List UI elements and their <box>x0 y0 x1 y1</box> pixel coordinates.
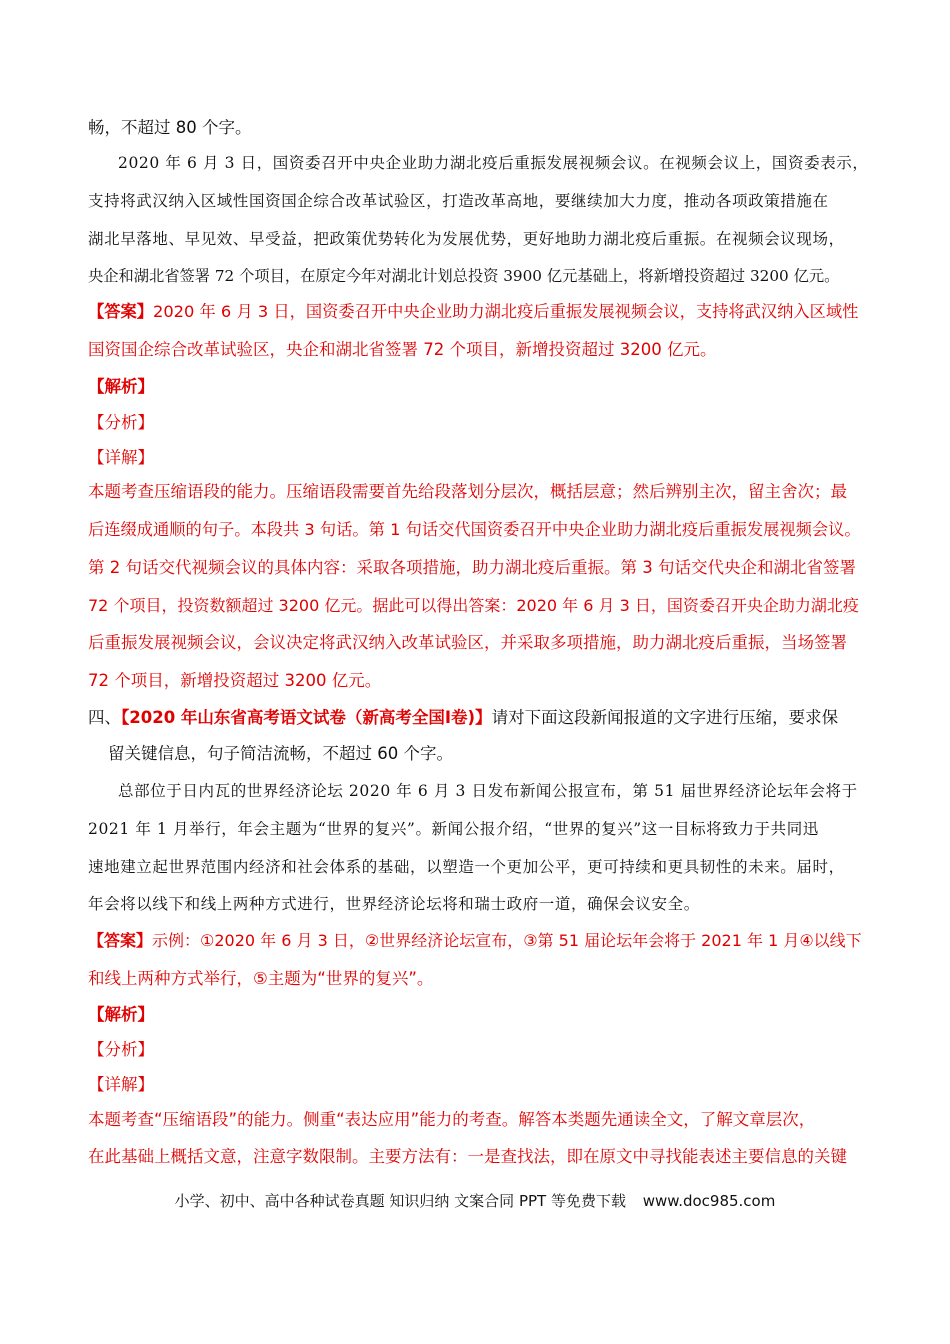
question-line <box>88 706 838 730</box>
detail-line: 第 2 句话交代视频会议的具体内容：采取各项措施，助力湖北疫后重振。第 3 句话交代央企和湖北省签署 <box>88 558 856 577</box>
answer-line <box>88 300 858 324</box>
detail-line: 72 个项目，投资数额超过 3200 亿元。据此可以得出答案：2020 年 6 月 3 日，国资委召开央企助力湖北疫 <box>88 596 859 615</box>
passage-line: 湖北早落地、早见效、早受益，把政策优势转化为发展优势，更好地助力湖北疫后重振。在视频会议现场， <box>88 230 845 248</box>
page-footer <box>0 1190 950 1211</box>
passage-line: 年会将以线下和线上两种方式进行，世界经济论坛将和瑞士政府一道，确保会议安全。 <box>88 895 700 913</box>
text-line: 畅，不超过 80 个字。 <box>88 118 252 137</box>
passage-line: 2021 年 1 月举行，年会主题为“世界的复兴”。新闻公报介绍，“世界的复兴”这一目标将致力于共同迅 <box>88 820 819 838</box>
question-line: 留关键信息，句子简洁流畅，不超过 60 个字。 <box>108 744 453 763</box>
passage-line: 速地建立起世界范围内经济和社会体系的基础，以塑造一个更加公平，更可持续和更具韧性的未来。届时， <box>88 858 845 876</box>
analysis-subheading: 【分析】 <box>88 413 154 432</box>
footer-text: 小学、初中、高中各种试卷真题 知识归纳 文案合同 PPT 等免费下载 <box>174 1192 626 1210</box>
analysis-subheading: 【分析】 <box>88 1040 154 1059</box>
detail-line: 本题考查“压缩语段”的能力。侧重“表达应用”能力的考查。解答本类题先通读全文，了解文章层次， <box>88 1110 816 1129</box>
answer-line: 国资国企综合改革试验区，央企和湖北省签署 72 个项目，新增投资超过 3200 亿元。 <box>88 340 717 359</box>
answer-line: 和线上两种方式举行，⑤主题为“世界的复兴”。 <box>88 969 434 988</box>
analysis-heading: 【解析】 <box>88 1005 154 1024</box>
detail-line: 72 个项目，新增投资超过 3200 亿元。 <box>88 671 382 690</box>
passage-line: 央企和湖北省签署 72 个项目，在原定今年对湖北计划总投资 3900 亿元基础上，将新增投资超过 3200 亿元。 <box>88 267 840 285</box>
question-number: 四、 <box>88 708 121 727</box>
detail-line: 在此基础上概括文意，注意字数限制。主要方法有：一是查找法，即在原文中寻找能表述主要信息的关键 <box>88 1147 847 1166</box>
answer-tag: 【答案】 <box>88 302 153 321</box>
detail-line: 本题考查压缩语段的能力。压缩语段需要首先给段落划分层次，概括层意；然后辨别主次，留主舍次；最 <box>88 482 847 501</box>
passage-line: 支持将武汉纳入区域性国资国企综合改革试验区，打造改革高地，要继续加大力度，推动各项政策措施在 <box>88 192 829 210</box>
answer-tag: 【答案】 <box>88 931 153 950</box>
detail-line: 后连缀成通顺的句子。本段共 3 句话。第 1 句话交代国资委召开中央企业助力湖北疫后重振发展视频会议。 <box>88 520 861 539</box>
analysis-heading: 【解析】 <box>88 377 154 396</box>
footer-link[interactable]: www.doc985.com <box>642 1192 776 1210</box>
question-source: 【2020 年山东省高考语文试卷（新高考全国Ⅰ卷)】 <box>121 708 492 727</box>
answer-text: 示例：①2020 年 6 月 3 日，②世界经济论坛宣布，③第 51 届论坛年会将于 2021 年 1 月④以线下 <box>152 931 862 950</box>
passage-line: 2020 年 6 月 3 日，国资委召开中央企业助力湖北疫后重振发展视频会议。在视频会议上，国资委表示， <box>118 154 869 172</box>
detail-subheading: 【详解】 <box>88 448 154 467</box>
answer-line <box>88 929 862 953</box>
question-text: 请对下面这段新闻报道的文字进行压缩，要求保 <box>491 708 839 727</box>
passage-line: 总部位于日内瓦的世界经济论坛 2020 年 6 月 3 日发布新闻公报宣布，第 51 届世界经济论坛年会将于 <box>118 782 858 800</box>
answer-text: 2020 年 6 月 3 日，国资委召开中央企业助力湖北疫后重振发展视频会议，支持将武汉纳入区域性 <box>153 302 859 321</box>
detail-line: 后重振发展视频会议，会议决定将武汉纳入改革试验区，并采取多项措施，助力湖北疫后重振，当场签署 <box>88 633 847 652</box>
detail-subheading: 【详解】 <box>88 1075 154 1094</box>
